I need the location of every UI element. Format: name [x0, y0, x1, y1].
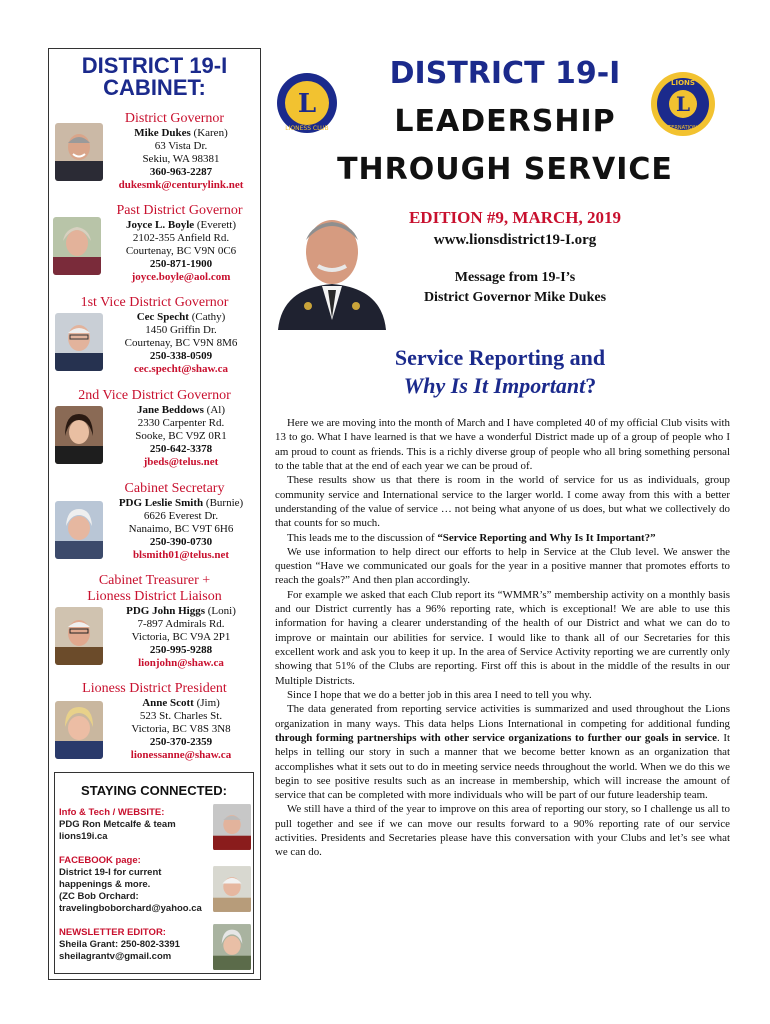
officer-email[interactable]: joyce.boyle@aol.com [131, 271, 231, 283]
officer-phone: 250-642-3378 [149, 443, 213, 455]
website-url[interactable]: lions19i.ca [59, 831, 108, 842]
facebook-email[interactable]: travelingboborchard@yahoo.ca [59, 903, 202, 914]
officer-lioness-president [49, 681, 260, 761]
paragraph [275, 702, 730, 802]
paragraph: We still have a third of the year to improve on this area of reporting our story, so I challenge us all to pull together and see if we can move our results forward to a 90% reporting rate of our service activities. Presidents and Secretaries please have this conversation with your Clubs and let’s see what we can do. [275, 803, 730, 859]
article-heading [330, 344, 670, 400]
officer-address-2: Sooke, BC V9Z 0R1 [135, 430, 227, 442]
newsletter-info [59, 927, 209, 963]
paragraph-bold: through forming partnerships with other service organizations to further our goals in service [275, 731, 717, 744]
officer-role: Cabinet Treasurer + [98, 573, 211, 588]
paragraph-text: This leads me to the discussion of [287, 531, 438, 544]
newsletter-contact: Sheila Grant: 250-802-3391 [59, 939, 180, 950]
governor-message-caption [380, 268, 650, 308]
officer-phone: 250-338-0509 [149, 350, 213, 362]
facebook-info [59, 855, 209, 915]
officer-photo [55, 701, 103, 759]
officer-spouse: (Loni) [207, 605, 236, 617]
officer-address-1: 523 St. Charles St. [139, 710, 223, 722]
svg-text:L: L [675, 92, 691, 116]
officer-photo [55, 123, 103, 181]
officer-email[interactable]: lionessanne@shaw.ca [130, 749, 232, 761]
paragraph: Since I hope that we do a better job in this area I need to tell you why. [287, 688, 592, 701]
officer-role: Past District Governor [116, 203, 243, 218]
paragraph: For example we asked that each Club report its “WMMR’s” membership activity on a monthly basis and our District currently has a 96% reporting rate, which is exceptional! We are able to use this information for having a clearer understanding of the health of our District and what we can do to improve or maintain our abilities for service. I would like to thank all of our Secretaries for this excellent work and ask you to keep it up. In the area of Service Activity reporting we are currently only showing that 51% of the Clubs are reporting. First off this is about in the middle of the results in our Multiple Districts. [275, 588, 730, 687]
officer-phone: 250-995-9288 [149, 644, 213, 656]
newsletter-email[interactable]: sheilagrantv@gmail.com [59, 951, 172, 962]
officer-spouse: (Cathy) [191, 311, 226, 323]
heading-line2 [330, 372, 670, 400]
officer-name: Jane Beddows [136, 404, 204, 416]
officer-role: Cabinet Secretary [124, 481, 225, 496]
officer-role: 1st Vice District Governor [80, 295, 229, 310]
paragraph [275, 531, 730, 545]
facebook-line-2: happenings & more. [59, 879, 151, 890]
officer-email[interactable]: lionjohn@shaw.ca [138, 657, 224, 669]
officer-spouse: (Jim) [196, 697, 220, 709]
officer-address-1: 2102-355 Anfield Rd. [132, 232, 230, 244]
paragraph-text: . It helps in telling our story in such a manner that we become better known as an organization that accomplishes what it sets out to do in meeting service needs throughout the world. When we do this we begin to see positive results such as an increase in membership, which will increase the amount of service that can be completed with more individuals who will be part of our future leadership team. [275, 731, 730, 802]
officer-spouse: (Everett) [196, 219, 236, 231]
officer-email[interactable]: cec.specht@shaw.ca [134, 363, 228, 375]
officer-address-2: Courtenay, BC V9N 8M6 [124, 337, 238, 349]
officer-role: 2nd Vice District Governor [78, 388, 231, 403]
officer-cabinet-secretary [49, 481, 260, 561]
officer-photo [55, 607, 103, 665]
lioness-logo-text: LIONESS CLUB [285, 125, 329, 132]
lioness-club-logo [276, 72, 338, 134]
cabinet-title-line2: CABINET: [103, 75, 206, 100]
officer-address-2: Victoria, BC V8S 3N8 [131, 723, 231, 735]
paragraph: Here we are moving into the month of March and I have completed 40 of my official Club visits with 13 to go. What I have learned is that we have a wonderful District made up of a group of people who I am proud to count as friends. This is a richly diverse group of people who all bring something personal to the table that at the end of each year we can be proud of. [275, 417, 730, 472]
officer-role: Lioness District President [82, 681, 227, 696]
officer-phone: 250-370-2359 [149, 736, 213, 748]
paragraph: We use information to help direct our efforts to help in Service at the Club level. We answer the question “Have we communicated our goals for the year in a positive manner that promotes efforts to reach the goals?” And then plan accordingly. [275, 545, 730, 587]
cabinet-title [49, 55, 260, 99]
article-body [275, 416, 730, 860]
officer-address-2: Courtenay, BC V9N 0C6 [125, 245, 237, 257]
officer-phone: 250-871-1900 [149, 258, 213, 270]
message-line1: Message from 19-I’s [454, 270, 576, 285]
officer-address-1: 1450 Griffin Dr. [145, 324, 217, 336]
staying-connected-title: STAYING CONNECTED: [81, 783, 227, 798]
website-label: Info & Tech / WEBSITE: [59, 807, 165, 818]
paragraph-text: The data generated from reporting service activities is summarized and used throughout the Lions organization in many ways. This data helps Lions International in competing for additional funding [275, 703, 730, 730]
officer-role-2: Lioness District Liaison [87, 589, 222, 604]
officer-phone: 360-963-2287 [149, 166, 213, 178]
officer-2nd-vice [49, 388, 260, 468]
heading-line2-italic: Why Is It Important [403, 373, 586, 398]
officer-address-1: 6626 Everest Dr. [143, 510, 219, 522]
staying-connected-box [54, 772, 254, 974]
cabinet-title-line1: DISTRICT 19-I [81, 53, 228, 78]
officer-photo [55, 313, 103, 371]
officer-cabinet-treasurer [49, 573, 260, 669]
website-info [59, 807, 209, 843]
newsletter-title-line2: LEADERSHIP [394, 104, 616, 139]
officer-phone: 250-390-0730 [149, 536, 213, 548]
officer-1st-vice [49, 295, 260, 375]
lions-logo-bottom-text: INTERNATIONAL [662, 125, 704, 131]
heading-line1: Service Reporting and [394, 345, 606, 370]
officer-spouse: (Karen) [193, 127, 228, 139]
officer-spouse: (Al) [206, 404, 225, 416]
governor-photo [268, 200, 396, 330]
officer-address-1: 2330 Carpenter Rd. [137, 417, 225, 429]
lions-logo-top-text: LIONS [671, 79, 695, 87]
edition-label: EDITION #9, MARCH, 2019 [408, 208, 622, 227]
officer-address-1: 7-897 Admirals Rd. [137, 618, 225, 630]
officer-photo [55, 406, 103, 464]
officer-past-district-governor [49, 203, 260, 283]
contact-photo [213, 923, 251, 971]
officer-name: Mike Dukes [134, 127, 191, 139]
newsletter-title-line1: DISTRICT 19-I [389, 56, 621, 91]
officer-address-2: Sekiu, WA 98381 [142, 153, 220, 165]
officer-name: PDG John Higgs [126, 605, 205, 617]
officer-name: Anne Scott [142, 697, 194, 709]
website-team: PDG Ron Metcalfe & team [59, 819, 176, 830]
officer-email[interactable]: dukesmk@centurylink.net [118, 179, 244, 191]
officer-district-governor [49, 111, 260, 191]
district-website-link[interactable]: www.lionsdistrict19-I.org [433, 232, 597, 248]
officer-email[interactable]: jbeds@telus.net [143, 456, 219, 468]
facebook-line-3: (ZC Bob Orchard: [59, 891, 139, 902]
contact-photo [213, 865, 251, 913]
heading-question-mark: ? [585, 373, 597, 398]
officer-name: Cec Specht [136, 311, 189, 323]
message-line2: District Governor Mike Dukes [423, 290, 607, 305]
paragraph: These results show us that there is room in the world of service for us as individuals, group community service and International service to the larger world. I come away from this with a better understanding of the value of service … not being what anyone of us does, but what we collectively do that counts for so much. [275, 474, 730, 530]
officer-name: Joyce L. Boyle [126, 219, 195, 231]
paragraph-bold: “Service Reporting and Why Is It Important?” [437, 531, 656, 544]
officer-photo [53, 217, 101, 275]
officer-photo [55, 501, 103, 559]
officer-address-1: 63 Vista Dr. [154, 140, 208, 152]
officer-spouse: (Burnie) [205, 497, 244, 509]
facebook-line-1: District 19-I for current [59, 867, 162, 878]
svg-text:L: L [297, 89, 317, 119]
officer-address-2: Victoria, BC V9A 2P1 [131, 631, 231, 643]
officer-email[interactable]: blsmith01@telus.net [132, 549, 230, 561]
facebook-label: FACEBOOK page: [59, 855, 141, 866]
officer-role: District Governor [124, 111, 225, 126]
newsletter-label: NEWSLETTER EDITOR: [59, 927, 166, 938]
newsletter-title-line3: THROUGH SERVICE [337, 152, 673, 187]
contact-photo [213, 803, 251, 851]
officer-name: PDG Leslie Smith [118, 497, 204, 509]
officer-address-2: Nanaimo, BC V9T 6H6 [128, 523, 234, 535]
